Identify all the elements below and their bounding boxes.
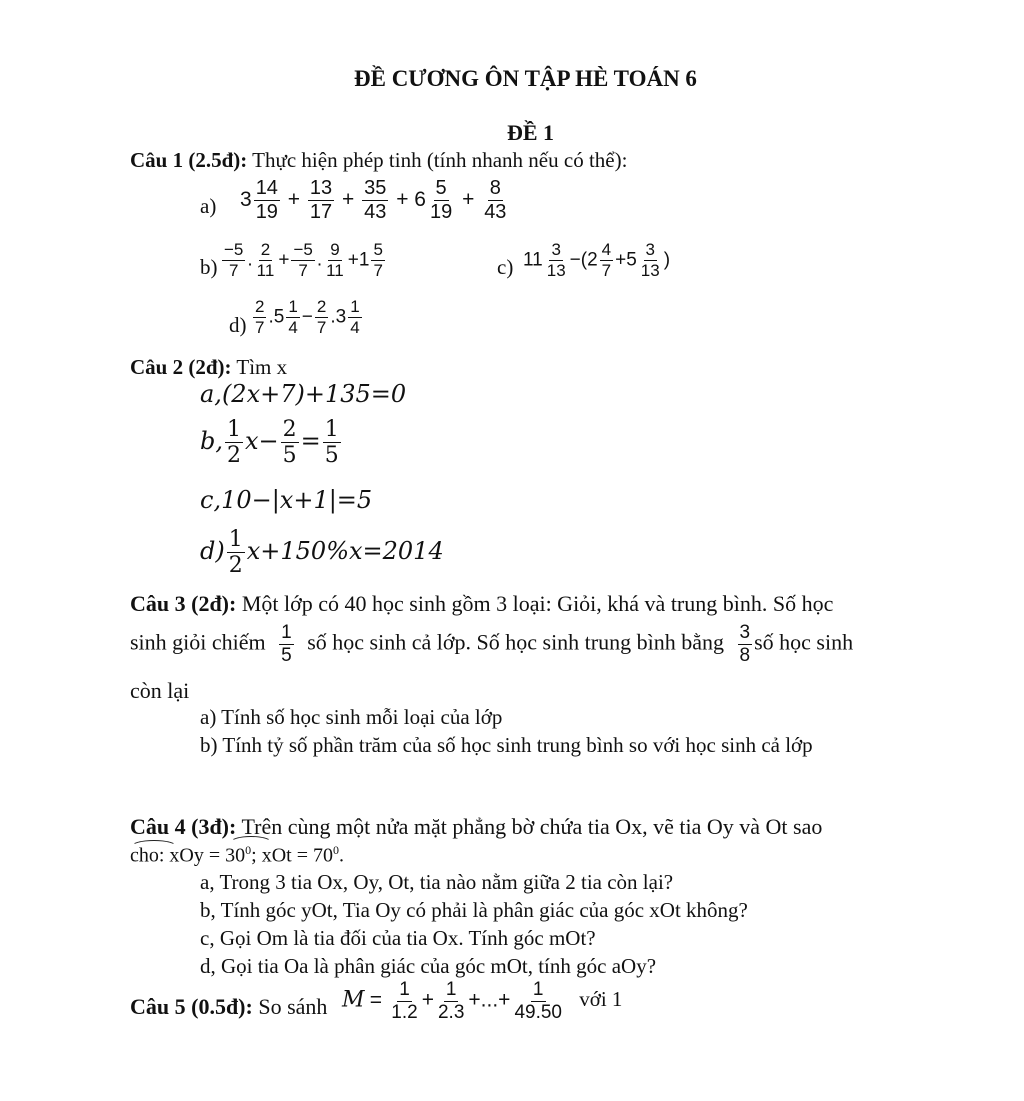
q1-b-expression: $\frac{-5}{7}$ . $\frac{2}{11}$ + $\frac{-5}{7}$ . $\frac{9}{11}$ +1 $\frac{5}{7}$ xyxy=(224,240,383,280)
q2-heading xyxy=(130,355,287,380)
q1-a-label: a) xyxy=(200,194,217,218)
angle-arc-mark xyxy=(230,836,272,849)
q4-a: a, Trong 3 tia Ox, Oy, Ot, tia nào nằm giữa 2 tia còn lại? xyxy=(200,870,674,894)
q4-label: Câu 4 (3đ): xyxy=(130,814,237,839)
exam-number: ĐỀ 1 xyxy=(507,120,555,145)
q3-line3: còn lại xyxy=(130,678,190,703)
q3-b: b) Tính tỷ số phần trăm của số học sinh trung bình so với học sinh cả lớp xyxy=(200,733,813,757)
q5-heading: Câu 5 (0.5đ): So sánh xyxy=(130,994,328,1019)
q3-line1: Câu 3 (2đ): Một lớp có 40 học sinh gồm 3 loại: Giỏi, khá và trung bình. Số học xyxy=(130,591,834,616)
q2-a-equation: a,(2x+7)+135=0 xyxy=(200,380,407,408)
q2-label: Câu 2 (2đ): xyxy=(130,355,232,379)
page-title: ĐỀ CƯƠNG ÔN TẬP HÈ TOÁN 6 xyxy=(354,66,697,91)
q2-prompt: Tìm x xyxy=(236,355,288,379)
q1-prompt: Thực hiện phép tinh (tính nhanh nếu có thể): xyxy=(252,148,628,172)
q1-label: Câu 1 (2.5đ): xyxy=(130,148,248,172)
q1-c-expression: 11 $\frac{3}{13}$ −(2 $\frac{4}{7}$ +5 $\frac{3}{13}$ ) xyxy=(523,240,671,280)
q5-label: Câu 5 (0.5đ): xyxy=(130,994,253,1019)
q3-label: Câu 3 (2đ): xyxy=(130,591,237,616)
q1-c-label: c) xyxy=(497,255,514,279)
q3-line2: sinh giỏi chiếm $\frac{1}{5}$ số học sinh cả lớp. Số học sinh trung bình bằng $\frac{3}{8}$ số học sinh xyxy=(130,622,854,666)
q5-expression: M = $\frac{1}{1.2}$ + $\frac{1}{2.3}$ +...+ $\frac{1}{49.50}$ với 1 xyxy=(342,979,623,1023)
q4-d: d, Gọi tia Oa là phân giác của góc mOt, tính góc aOy? xyxy=(200,954,657,978)
q4-c: c, Gọi Om là tia đối của tia Ox. Tính góc mOt? xyxy=(200,926,596,950)
q1-heading xyxy=(130,148,627,173)
q1-d-label: d) xyxy=(229,313,247,337)
angle-arc-mark xyxy=(131,840,177,853)
q1-a-expression: 3 $\frac{14}{19}$ + $\frac{13}{17}$ + $\frac{35}{43}$ + 6 $\frac{5}{19}$ + $\frac{8}{43}$ xyxy=(240,177,507,223)
q2-b-equation: b, $\frac{1}{2}$ x− $\frac{2}{5}$ = $\frac{1}{5}$ xyxy=(200,417,339,469)
q2-d-equation: d) $\frac{1}{2}$ x+150%x=2014 xyxy=(200,527,444,579)
q3-a: a) Tính số học sinh mỗi loại của lớp xyxy=(200,705,503,729)
q4-line2: cho: xOy = $30^0$; xOt = $70^0$. xyxy=(130,843,344,867)
q2-c-equation: c,10−|x+1|=5 xyxy=(200,486,373,514)
q1-d-expression: $\frac{2}{7}$ .5 $\frac{1}{4}$ − $\frac{2}{7}$ .3 $\frac{1}{4}$ xyxy=(255,297,360,337)
q4-line1: Câu 4 (3đ): Trên cùng một nửa mặt phẳng bờ chứa tia Ox, vẽ tia Oy và Ot sao xyxy=(130,814,823,839)
q4-b: b, Tính góc yOt, Tia Oy có phải là phân giác của góc xOt không? xyxy=(200,898,748,922)
q1-b-label: b) xyxy=(200,255,218,279)
